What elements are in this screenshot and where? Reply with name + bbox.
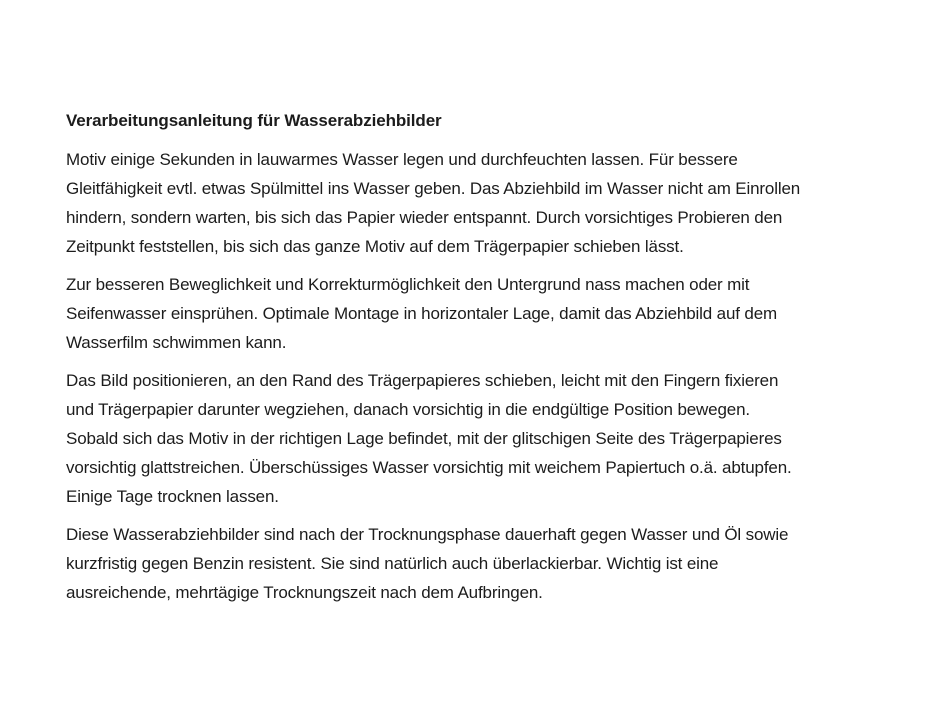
text-line: hindern, sondern warten, bis sich das Papier wieder entspannt. Durch vorsichtiges Probieren den	[66, 208, 783, 227]
text-line: Seifenwasser einsprühen. Optimale Montage in horizontaler Lage, damit das Abziehbild auf dem	[66, 304, 778, 323]
text-line: Zur besseren Beweglichkeit und Korrekturmöglichkeit den Untergrund nass machen oder mit	[66, 275, 750, 294]
text-line: Diese Wasserabziehbilder sind nach der Trocknungsphase dauerhaft gegen Wasser und Öl sowie	[66, 525, 789, 544]
text-line: ausreichende, mehrtägige Trocknungszeit nach dem Aufbringen.	[66, 583, 543, 602]
document-content	[66, 106, 896, 607]
text-line: Das Bild positionieren, an den Rand des Trägerpapieres schieben, leicht mit den Fingern fixieren	[66, 371, 779, 390]
text-line: Einige Tage trocknen lassen.	[66, 487, 279, 506]
text-line: Zeitpunkt feststellen, bis sich das ganze Motiv auf dem Trägerpapier schieben lässt.	[66, 237, 684, 256]
paragraph-positioning	[66, 366, 896, 511]
text-line: und Trägerpapier darunter wegziehen, danach vorsichtig in die endgültige Position bewegen.	[66, 400, 750, 419]
paragraph-durability	[66, 520, 896, 607]
text-line: Wasserfilm schwimmen kann.	[66, 333, 287, 352]
paragraph-soaking	[66, 145, 896, 261]
text-line: kurzfristig gegen Benzin resistent. Sie sind natürlich auch überlackierbar. Wichtig ist eine	[66, 554, 719, 573]
text-line: vorsichtig glattstreichen. Überschüssiges Wasser vorsichtig mit weichem Papiertuch o.ä. abtupfen.	[66, 458, 792, 477]
paragraph-surface-preparation	[66, 270, 896, 357]
text-line: Motiv einige Sekunden in lauwarmes Wasser legen und durchfeuchten lassen. Für bessere	[66, 150, 738, 169]
text-line: Gleitfähigkeit evtl. etwas Spülmittel ins Wasser geben. Das Abziehbild im Wasser nicht am Einrollen	[66, 179, 801, 198]
document-title: Verarbeitungsanleitung für Wasserabziehbilder	[66, 111, 442, 130]
text-line: Sobald sich das Motiv in der richtigen Lage befindet, mit der glitschigen Seite des Trägerpapieres	[66, 429, 782, 448]
